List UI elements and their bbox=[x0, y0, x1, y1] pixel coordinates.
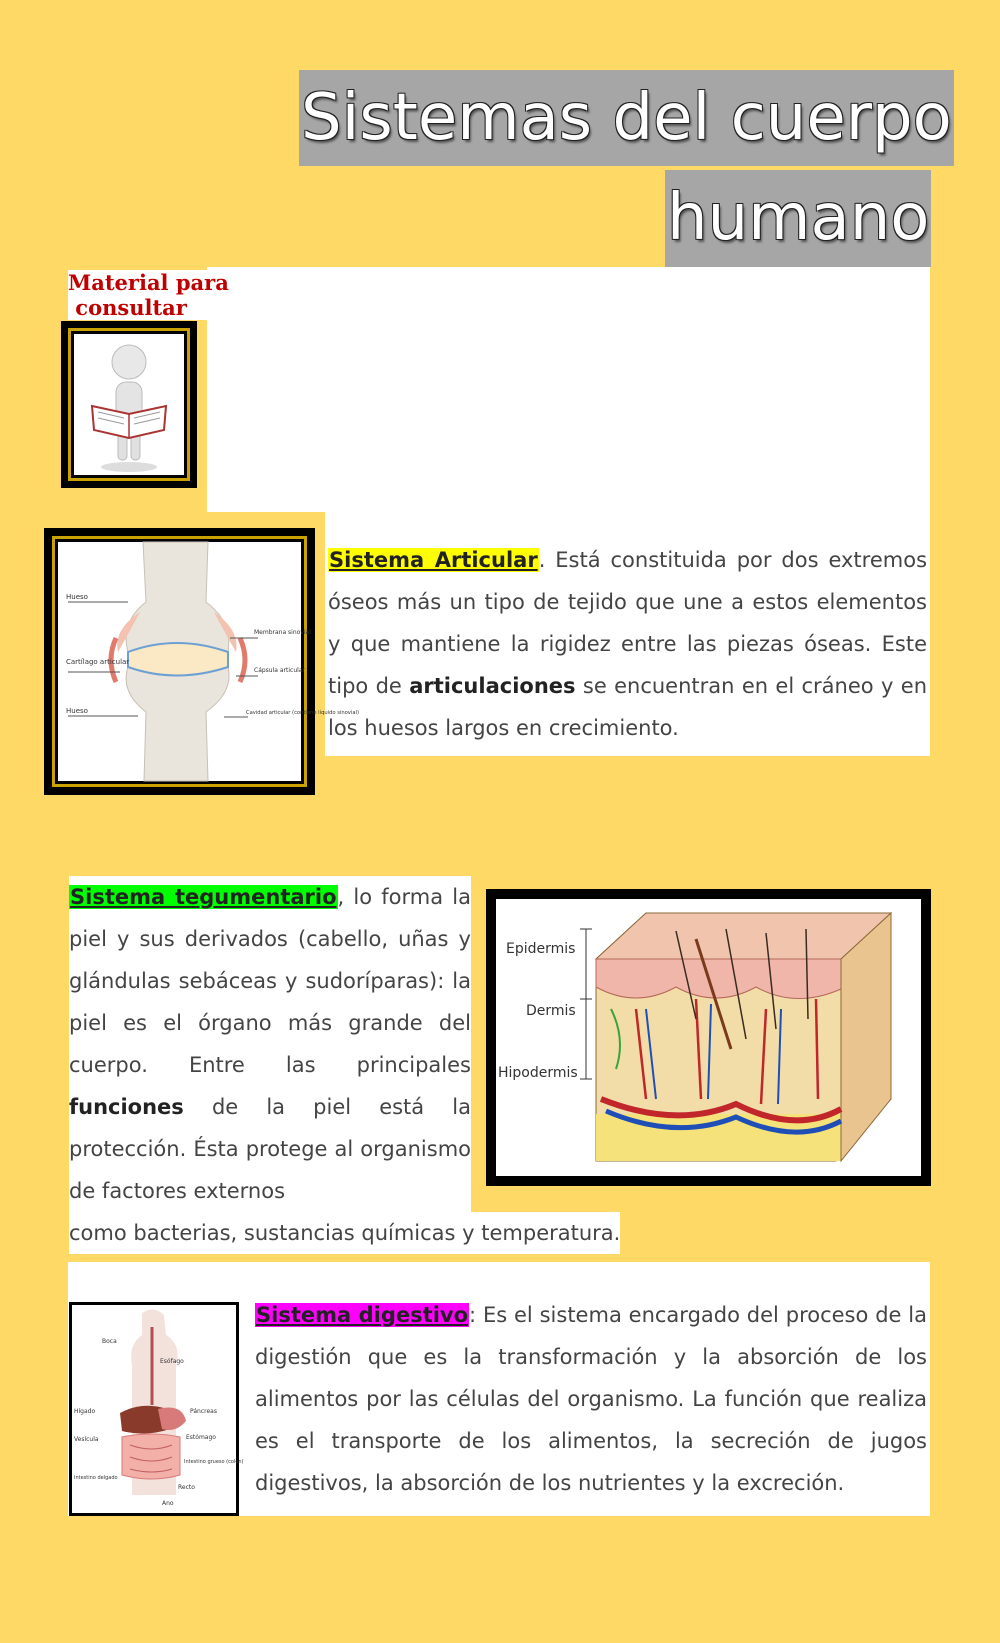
joint-label-cavity: Cavidad articular (contiene líquido sinovial) bbox=[246, 710, 359, 716]
digestive-diagram-frame bbox=[69, 1302, 244, 1516]
page-title-line-1: Sistemas del cuerpo bbox=[299, 70, 954, 166]
joint-label-bone-top: Hueso bbox=[66, 593, 88, 601]
digestive-label-higado: Hígado bbox=[74, 1408, 96, 1415]
articular-bold-term: articulaciones bbox=[409, 674, 576, 698]
articular-text-2: se encuentran en el cráneo y en los huesos largos en crecimiento. bbox=[328, 674, 927, 740]
page-title-line-2: humano bbox=[665, 170, 931, 267]
material-heading bbox=[68, 270, 233, 320]
joint-label-cartilage: Cartílago articular bbox=[66, 658, 130, 666]
joint-label-bone-bottom: Hueso bbox=[66, 707, 88, 715]
digestivo-paragraph bbox=[255, 1294, 927, 1504]
digestive-label-boca: Boca bbox=[102, 1338, 117, 1345]
digestive-label-vesicula: Vesícula bbox=[74, 1436, 99, 1443]
skin-label-dermis: Dermis bbox=[526, 1003, 576, 1019]
reading-figure-frame bbox=[61, 321, 197, 488]
material-line-2: consultar bbox=[68, 295, 187, 320]
digestive-label-intestino-delgado: Intestino delgado bbox=[74, 1475, 118, 1481]
digestive-label-estomago: Estómago bbox=[186, 1434, 216, 1441]
tegumentario-bold-term: funciones bbox=[69, 1095, 184, 1119]
articular-heading: Sistema Articular bbox=[329, 548, 538, 572]
skin-label-epidermis: Epidermis bbox=[506, 941, 576, 957]
reading-figure-image bbox=[74, 334, 184, 475]
digestive-label-ano: Ano bbox=[162, 1500, 174, 1507]
digestive-label-intestino-grueso: Intestino grueso (colon) bbox=[184, 1459, 244, 1465]
joint-label-capsule: Cápsula articular bbox=[254, 667, 305, 674]
tegumentario-heading: Sistema tegumentario bbox=[70, 885, 337, 909]
skin-diagram-frame bbox=[486, 889, 931, 1186]
tegumentario-text-2: de la piel está la protección. Ésta protege al organismo de factores externos bbox=[69, 1095, 471, 1203]
material-line-1: Material para bbox=[68, 270, 229, 295]
intro-panel bbox=[207, 267, 930, 512]
digestivo-text: : Es el sistema encargado del proceso de la digestión que es la transformación y la absorción de los alimentos por las células del organismo. La función que realiza es el transporte de los alimentos, la secreción de jugos digestivos, la absorción de los nutrientes y la excreción. bbox=[255, 1303, 927, 1495]
articular-paragraph bbox=[328, 539, 927, 749]
tegumentario-last-line: como bacterias, sustancias químicas y temperatura. bbox=[69, 1212, 620, 1254]
skin-diagram-image bbox=[496, 899, 921, 1176]
tegumentario-text-1: , lo forma la piel y sus derivados (cabello, uñas y glándulas sebáceas y sudoríparas): la piel es el órgano más grande del cuerpo. Entre las principales bbox=[69, 885, 472, 1077]
digestivo-heading: Sistema digestivo bbox=[256, 1303, 469, 1327]
digestive-label-esofago: Esófago bbox=[160, 1358, 184, 1365]
articular-text-1: . Está constituida por dos extremos óseos más un tipo de tejido que une a estos elementos y que mantiene la rigidez entre las piezas óseas. Este tipo de bbox=[328, 548, 928, 698]
digestive-label-pancreas: Páncreas bbox=[190, 1408, 217, 1415]
tegumentario-paragraph bbox=[69, 876, 471, 1212]
joint-label-synovial-membrane: Membrana sinovial bbox=[254, 629, 311, 636]
digestive-diagram-image bbox=[72, 1305, 244, 1513]
joint-diagram-frame bbox=[44, 528, 359, 795]
digestive-label-recto: Recto bbox=[178, 1484, 195, 1491]
joint-diagram-image bbox=[58, 542, 359, 781]
skin-label-hipodermis: Hipodermis bbox=[498, 1065, 578, 1081]
